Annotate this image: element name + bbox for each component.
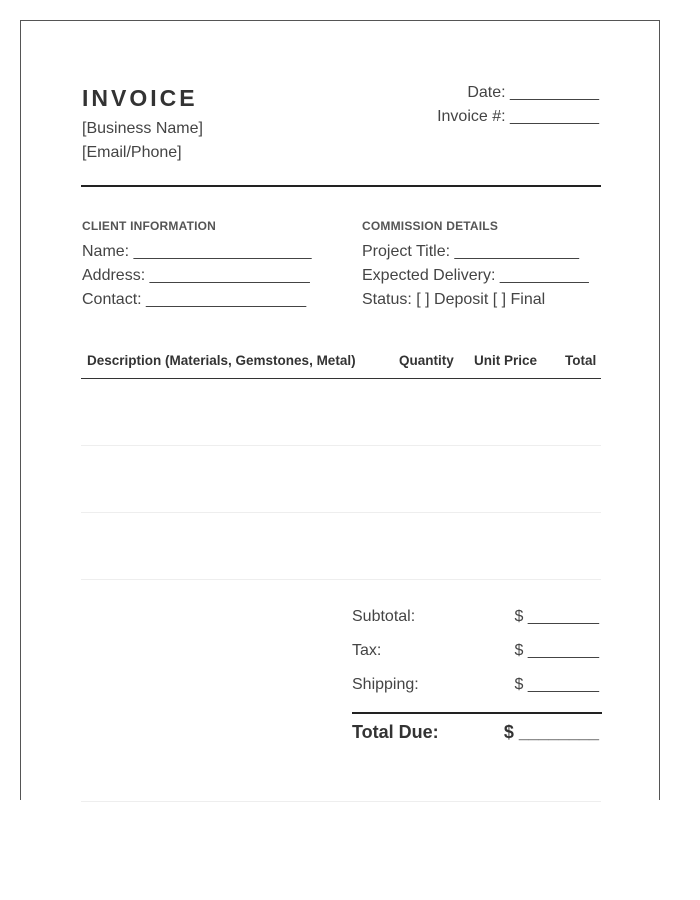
tax-label: Tax:: [352, 642, 382, 659]
subtotal-label: Subtotal:: [352, 608, 416, 625]
subtotal-value: $ ________: [514, 608, 599, 625]
header-divider: [81, 185, 601, 187]
expected-delivery-field: Expected Delivery: __________: [362, 267, 589, 284]
table-row-divider: [81, 579, 601, 580]
column-header-total: Total: [565, 353, 597, 368]
client-name-field: Name: ____________________: [82, 243, 312, 260]
client-address-field: Address: __________________: [82, 267, 310, 284]
table-header-divider: [81, 378, 601, 379]
client-contact-field: Contact: __________________: [82, 291, 307, 308]
tax-value: $ ________: [514, 642, 599, 659]
project-title-field: Project Title: ______________: [362, 243, 580, 260]
commission-details-heading: COMMISSION DETAILS: [362, 219, 499, 233]
table-row-divider: [81, 512, 601, 513]
footer-divider: [81, 801, 601, 802]
table-row-divider: [81, 445, 601, 446]
total-due-value: $ ________: [503, 722, 599, 742]
invoice-title: INVOICE: [82, 85, 198, 111]
date-field: Date: __________: [467, 84, 599, 101]
column-header-quantity: Quantity: [399, 353, 454, 368]
invoice-number-field: Invoice #: __________: [437, 108, 599, 125]
total-due-label: Total Due:: [352, 722, 439, 742]
column-header-description: Description (Materials, Gemstones, Metal): [87, 353, 356, 368]
invoice-sheet: [20, 20, 660, 800]
client-information-heading: CLIENT INFORMATION: [82, 219, 217, 233]
shipping-label: Shipping:: [352, 676, 419, 693]
business-name: [Business Name]: [82, 120, 203, 137]
shipping-value: $ ________: [514, 676, 599, 693]
column-header-unit-price: Unit Price: [474, 353, 538, 368]
total-divider: [352, 712, 602, 714]
business-contact: [Email/Phone]: [82, 144, 182, 161]
status-field: Status: [ ] Deposit [ ] Final: [362, 291, 546, 308]
